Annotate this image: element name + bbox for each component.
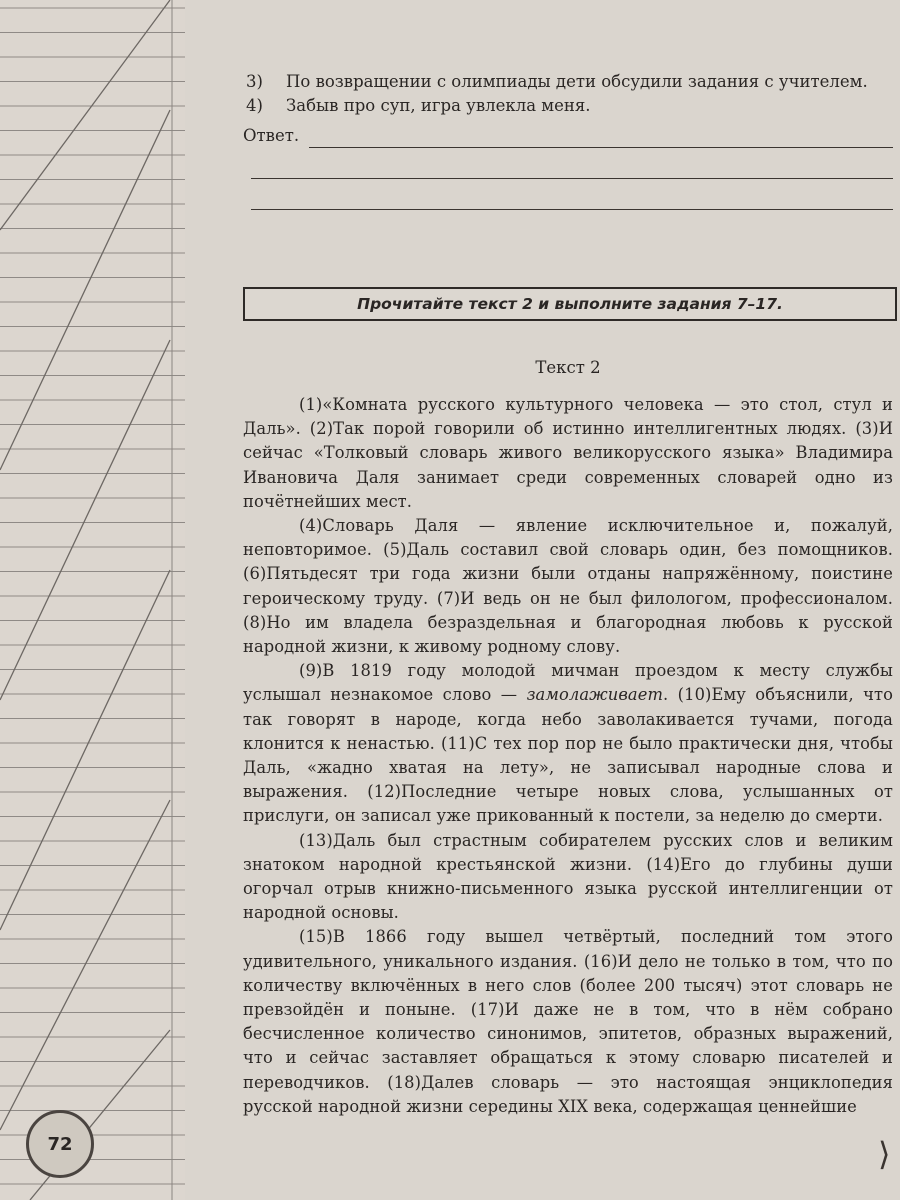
text-body: [243, 393, 893, 1119]
ruled-margin: [0, 0, 185, 1200]
item-text: По возвращении с олимпиады дети обсудили задания с учителем.: [286, 72, 868, 91]
answer-row: [243, 124, 893, 148]
margin-diagonal: [0, 0, 170, 230]
margin-diagonal: [0, 800, 170, 1130]
instruction-text: Прочитайте текст 2 и выполните задания 7–17.: [357, 295, 783, 313]
item-number: 4): [246, 96, 263, 115]
corner-mark: ⟩: [878, 1135, 891, 1173]
paragraph: (1)«Комната русского культурного человека — это стол, стул и Даль». (2)Так порой говорили об истинно интеллигентных людях. (3)И сейчас «Толковый словарь живого великорусского языка» Владимира Ивановича Даля занимает среди современных словарей одно из почётнейших мест.: [243, 395, 893, 511]
list-item: [243, 94, 893, 118]
list-item: [243, 70, 893, 94]
margin-diagonal: [0, 110, 170, 470]
margin-diagonal: [0, 340, 170, 700]
answer-line[interactable]: [309, 129, 893, 148]
italic-word: замолаживает: [526, 685, 663, 705]
page-number: 72: [47, 1133, 73, 1155]
paragraph: (9)В 1819 году молодой мичман проездом к месту службы услышал незнакомое слово — замолаживает. (10)Ему объяснили, что так говорят в народе, когда небо заволакивается тучами, погода клонится к ненастью. (11)С тех пор пор не было практически дня, чтобы Даль, «жадно хватая на лету», не записывал народные слова и выражения. (12)Последние четыре новых слова, услышанных от прислуги, он записал уже прикованный к постели, за неделю до смерти.: [243, 661, 893, 826]
margin-diagonal: [0, 570, 170, 930]
paragraph: (15)В 1866 году вышел четвёртый, последний том этого удивительного, уникального издания. (16)И дело не только в том, что по количеству включённых в него слов (более 200 тысяч) этот словарь не превзойдён и поныне. (17)И даже не в том, что в нём собрано бесчисленное количество синонимов, эпитетов, образных выражений, что и сейчас заставляет обращаться к этому словарю писателей и переводчиков. (18)Далев словарь — это настоящая энциклопедия русской народной жизни середины XIX века, содержащая ценнейшие: [243, 927, 893, 1116]
text-title: Текст 2: [535, 358, 601, 377]
paragraph: (4)Словарь Даля — явление исключительное и, пожалуй, неповторимое. (5)Даль составил свой словарь один, без помощников. (6)Пятьдесят три года жизни были отданы напряжённому, поистине героическому труду. (7)И ведь он не был филологом, профессионалом. (8)Но им владела безраздельная и благородная любовь к русской народной жизни, к живому родному слову.: [243, 516, 893, 657]
page-number-badge: [26, 1110, 94, 1178]
paragraph: (13)Даль был страстным собирателем русских слов и великим знатоком народной крестьянской жизни. (14)Его до глубины души огорчал отрыв книжно-письменного языка русской интеллигенции от народной основы.: [243, 830, 893, 923]
previous-task: [243, 70, 893, 210]
answer-label: Ответ.: [243, 126, 300, 145]
answer-line[interactable]: [251, 179, 893, 210]
bleed-through: ﾠ: [832, 99, 845, 114]
item-text: Забыв про суп, игра увлекла меня.: [286, 96, 591, 115]
margin-rule-lines: [0, 0, 185, 1200]
item-number: 3): [246, 72, 263, 91]
instruction-box: [243, 287, 897, 321]
answer-line[interactable]: [251, 148, 893, 179]
